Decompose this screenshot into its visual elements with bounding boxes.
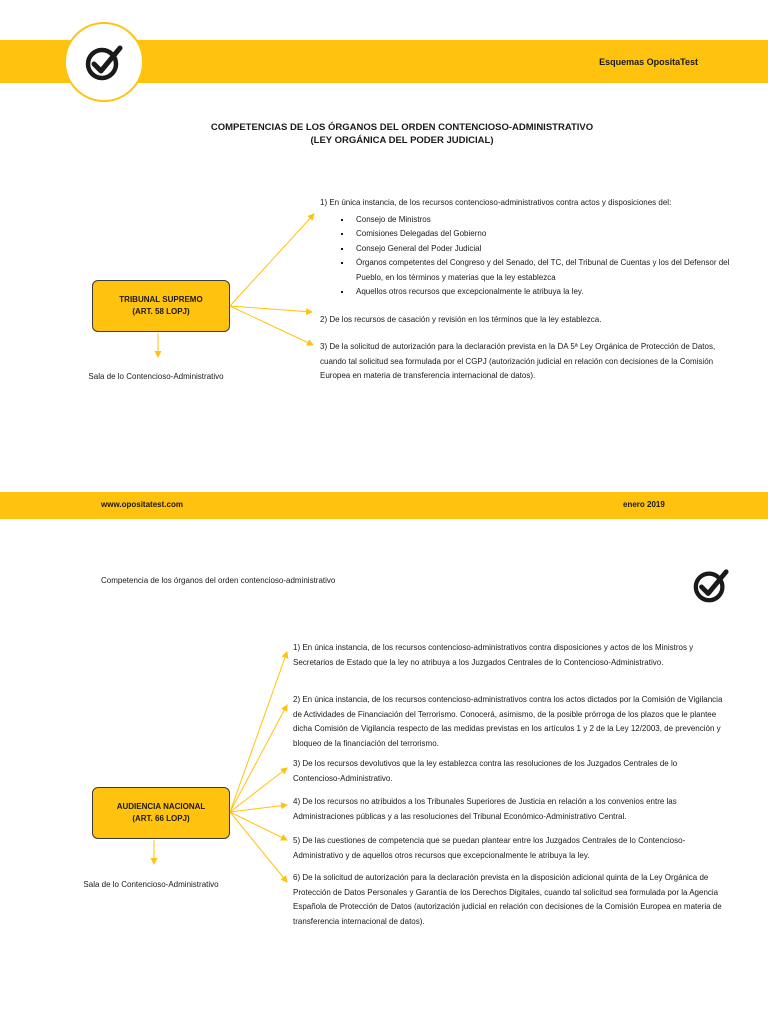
- competence-item-1: 1) En única instancia, de los recursos contencioso-administrativos contra disposiciones y actos de los Ministros y Secretarios de Estado que la ley no atribuya a los Juzgados Centrales de lo Contencioso-Administrativo.: [293, 643, 694, 667]
- section-subtitle: Competencia de los órganos del orden contencioso-administrativo: [101, 576, 336, 585]
- competence-item-4: 4) De los recursos no atribuidos a los Tribunales Superiores de Justicia en relación a los convenios entre las Administraciones públicas y a las resoluciones del Tribunal Económico-Administrativo Central.: [293, 797, 677, 821]
- competence-item-1: [320, 196, 740, 300]
- page-title: COMPETENCIAS DE LOS ÓRGANOS DEL ORDEN CONTENCIOSO-ADMINISTRATIVO: [210, 122, 594, 133]
- competence-item-3: 3) De los recursos devolutivos que la ley establezca contra las resoluciones de los Juzgados Centrales de lo Contencioso-Administrativo.: [293, 759, 678, 783]
- brand-name: Esquemas OpositaTest: [599, 57, 698, 67]
- organ-box-audiencia-nacional: [92, 787, 230, 839]
- list-item: ▪ Consejo de Ministros: [352, 213, 740, 228]
- list-item: ▪ Aquellos otros recursos que excepcionalmente le atribuya la ley.: [352, 285, 740, 300]
- bullet-list: [320, 213, 740, 300]
- date-label: enero 2019: [623, 500, 665, 509]
- competence-item-2: 2) De los recursos de casación y revisión en los términos que la ley establezca.: [320, 315, 602, 324]
- organ-article: (ART. 66 LOPJ): [132, 814, 190, 823]
- competence-item-5: 5) De las cuestiones de competencia que se puedan plantear entre los Juzgados Centrales de lo Contencioso-Administrativo y de aquellos otros recursos que excepcionalmente le atribuya la ley.: [293, 836, 686, 860]
- list-item: ▪ Consejo General del Poder Judicial: [352, 242, 740, 257]
- competence-item-2: 2) En única instancia, de los recursos contencioso-administrativos contra los actos dictados por la Comisión de Vigilancia de Actividades de Financiación del Terrorismo. Conocerá, asimismo, de la posible prórroga de los plazos que le plantee dicha Comisión de Vigilancia respecto de las medidas previstas en los artículos 1 y 2 de la Ley 12/2003, de prevención y bloqueo de la financiación del terrorismo.: [293, 695, 723, 748]
- check-circle-icon: [692, 566, 730, 604]
- organ-article: (ART. 58 LOPJ): [132, 307, 190, 316]
- website-link[interactable]: www.opositatest.com: [101, 500, 183, 509]
- competence-item-6: 6) De la solicitud de autorización para la declaración prevista en la disposición adicional quinta de la Ley Orgánica de Protección de Datos Personales y Garantía de los Derechos Digitales, cuando tal solicitud sea formulada por la Agencia Española de Protección de Datos (autorización judicial en relación con decisiones de la Comisión Europea en materia de transferencia internacional de datos).: [293, 873, 722, 926]
- sala-label: Sala de lo Contencioso-Administrativo: [83, 880, 219, 889]
- list-item: ▪ Órganos competentes del Congreso y del Senado, del TC, del Tribunal de Cuentas y los del Defensor del Pueblo, en los términos y materias que la ley establezca: [352, 256, 740, 285]
- organ-box-tribunal-supremo: [92, 280, 230, 332]
- organ-name: AUDIENCIA NACIONAL: [116, 802, 206, 811]
- page-subtitle: (LEY ORGÁNICA DEL PODER JUDICIAL): [310, 135, 494, 146]
- sala-label: Sala de lo Contencioso-Administrativo: [88, 372, 224, 381]
- organ-name: TRIBUNAL SUPREMO: [119, 295, 203, 304]
- item-intro: 1) En única instancia, de los recursos contencioso-administrativos contra actos y disposiciones del:: [320, 198, 672, 207]
- list-item: ▪ Comisiones Delegadas del Gobierno: [352, 227, 740, 242]
- competence-item-3: 3) De la solicitud de autorización para la declaración prevista en la DA 5ª Ley Orgánica de Protección de Datos, cuando tal solicitud sea formulada por el CGPJ (autorización judicial en relación con decisiones de la Comisión Europea en materia de transferencia internacional de datos).: [320, 342, 716, 380]
